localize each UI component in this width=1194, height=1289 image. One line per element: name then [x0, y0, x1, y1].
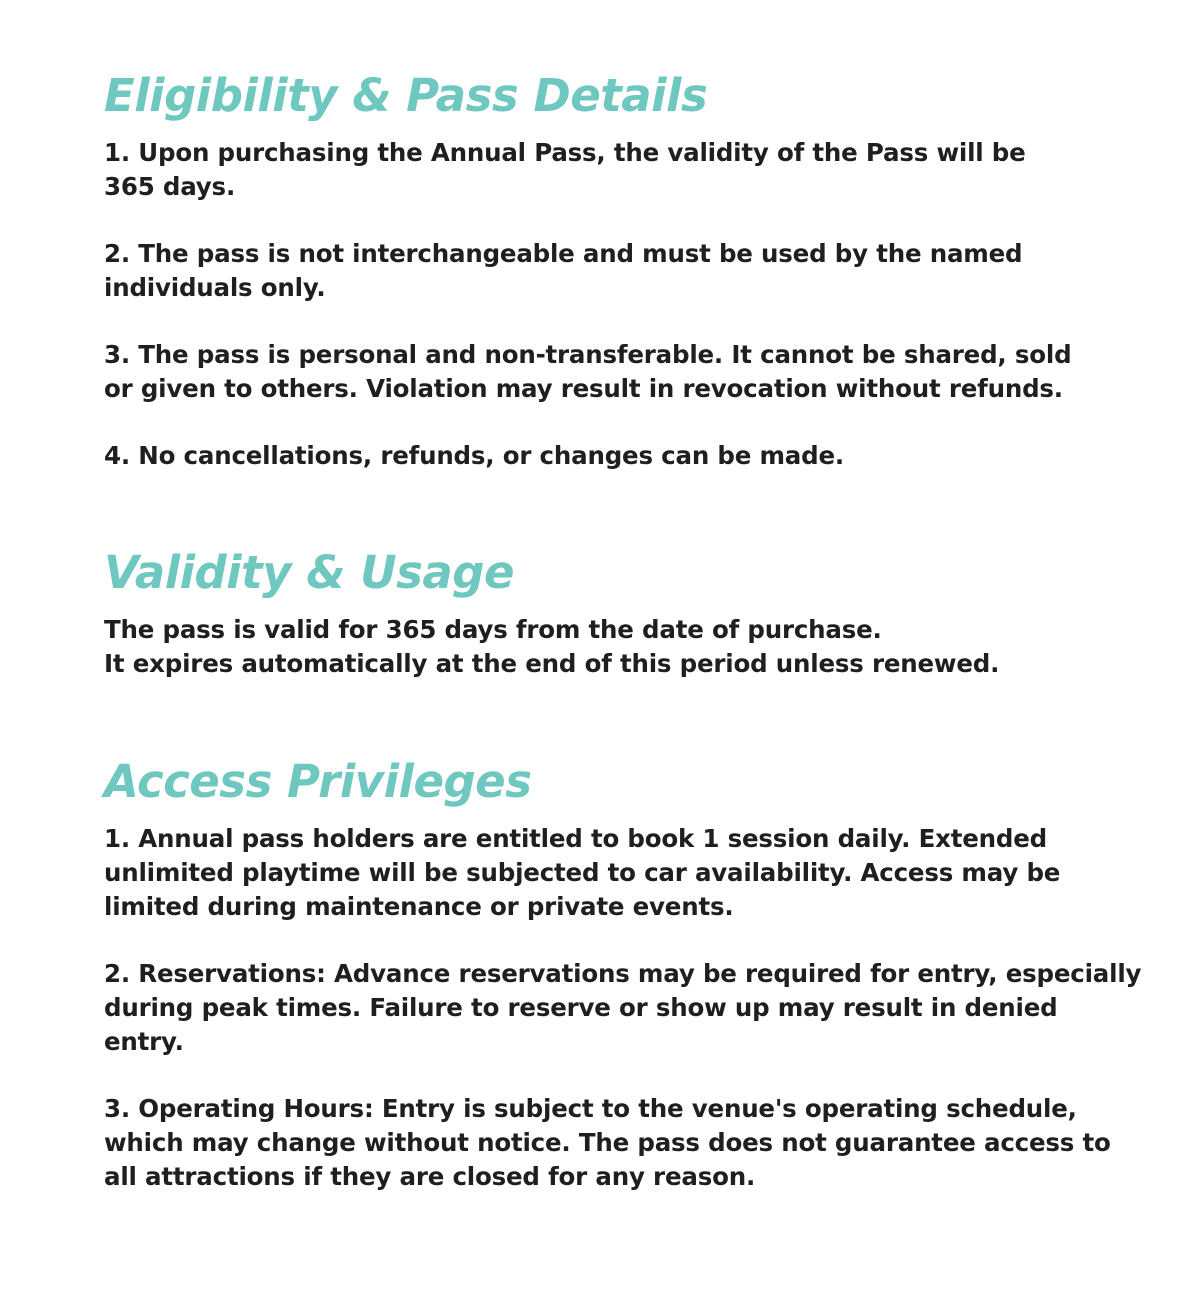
access-item-3-line-2: which may change without notice. The pass does not guarantee access to: [104, 1128, 1111, 1157]
section-validity: [104, 547, 1164, 681]
access-item-3-line-1: 3. Operating Hours: Entry is subject to the venue's operating schedule,: [104, 1094, 1077, 1123]
access-item-3: [104, 1092, 1164, 1194]
eligibility-item-1: [104, 136, 1164, 204]
section-validity-body: [104, 613, 1164, 681]
validity-line-1: The pass is valid for 365 days from the date of purchase.: [104, 615, 882, 644]
eligibility-item-4-line-1: 4. No cancellations, refunds, or changes can be made.: [104, 441, 844, 470]
eligibility-item-3-line-1: 3. The pass is personal and non-transferable. It cannot be shared, sold: [104, 340, 1072, 369]
eligibility-item-4: [104, 439, 1164, 473]
access-item-1-line-2: unlimited playtime will be subjected to car availability. Access may be: [104, 858, 1061, 887]
section-eligibility-body: [104, 136, 1164, 473]
heading-access: Access Privileges: [104, 755, 532, 808]
eligibility-item-2-line-2: individuals only.: [104, 273, 326, 302]
eligibility-item-3: [104, 338, 1164, 406]
access-item-2-line-3: entry.: [104, 1027, 184, 1056]
section-access: [104, 756, 1164, 1194]
access-item-3-line-3: all attractions if they are closed for any reason.: [104, 1162, 756, 1191]
validity-line-2: It expires automatically at the end of this period unless renewed.: [104, 649, 1000, 678]
eligibility-item-1-line-1: 1. Upon purchasing the Annual Pass, the validity of the Pass will be: [104, 138, 1026, 167]
eligibility-item-2: [104, 237, 1164, 305]
heading-validity: Validity & Usage: [104, 546, 515, 599]
eligibility-item-1-line-2: 365 days.: [104, 172, 236, 201]
eligibility-item-2-line-1: 2. The pass is not interchangeable and must be used by the named: [104, 239, 1023, 268]
eligibility-item-3-line-2: or given to others. Violation may result in revocation without refunds.: [104, 374, 1063, 403]
section-eligibility: [104, 70, 1164, 473]
access-item-2-line-1: 2. Reservations: Advance reservations may be required for entry, especially: [104, 959, 1142, 988]
access-item-2-line-2: during peak times. Failure to reserve or show up may result in denied: [104, 993, 1058, 1022]
access-item-2: [104, 957, 1164, 1059]
access-item-1: [104, 822, 1164, 924]
heading-eligibility: Eligibility & Pass Details: [104, 69, 708, 122]
section-access-body: [104, 822, 1164, 1194]
validity-paragraph: [104, 613, 1164, 681]
access-item-1-line-3: limited during maintenance or private events.: [104, 892, 734, 921]
access-item-1-line-1: 1. Annual pass holders are entitled to book 1 session daily. Extended: [104, 824, 1048, 853]
